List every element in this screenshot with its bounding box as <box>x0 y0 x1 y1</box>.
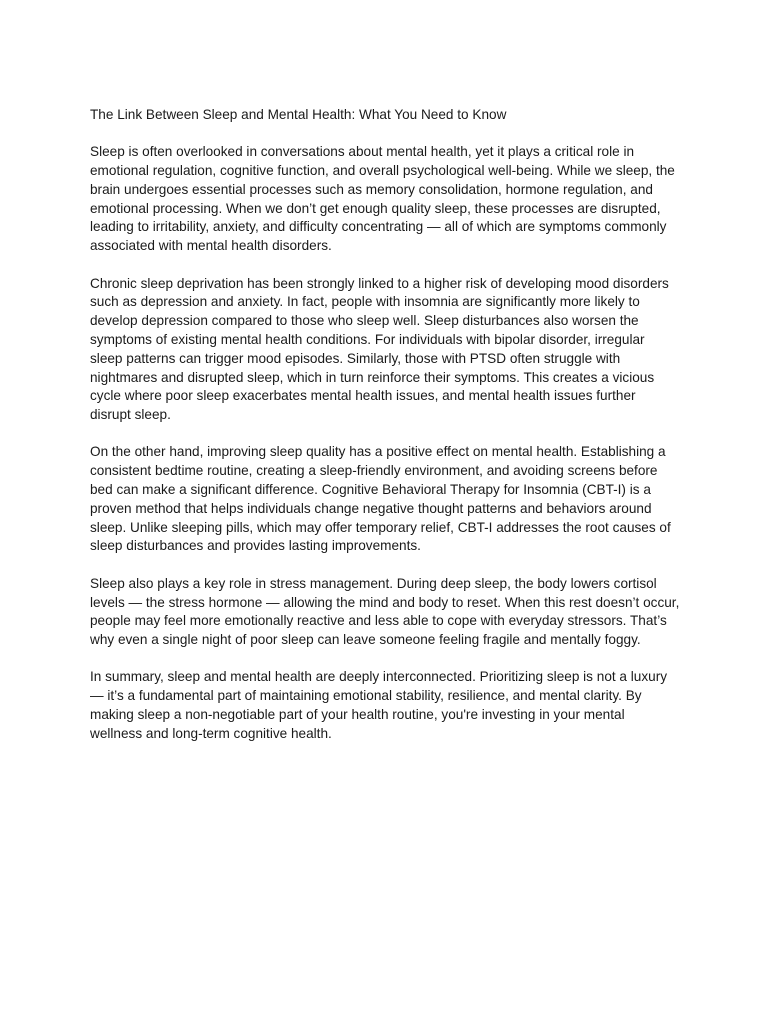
paragraph-5: In summary, sleep and mental health are deeply interconnected. Prioritizing sleep is not a luxury — it’s a fundamental part of maintaining emotional stability, resilience, and mental clarity. By making sleep a non-negotiable part of your health routine, you're investing in your mental wellness and long-term cognitive health. <box>90 669 668 741</box>
paragraph-1: Sleep is often overlooked in conversations about mental health, yet it plays a critical role in emotional regulation, cognitive function, and overall psychological well-being. While we sleep, the brain undergoes essential processes such as memory consolidation, hormone regulation, and emotional processing. When we don’t get enough quality sleep, these processes are disrupted, leading to irritability, anxiety, and difficulty concentrating — all of which are symptoms commonly associated with mental health disorders. <box>90 144 675 254</box>
paragraph-4: Sleep also plays a key role in stress management. During deep sleep, the body lowers cortisol levels — the stress hormone — allowing the mind and body to reset. When this rest doesn’t occur, people may feel more emotionally reactive and less able to cope with everyday stressors. That’s why even a single night of poor sleep can leave someone feeling fragile and mentally foggy. <box>90 575 680 648</box>
document-body <box>90 106 680 762</box>
paragraph-3: On the other hand, improving sleep quality has a positive effect on mental health. Establishing a consistent bedtime routine, creating a sleep-friendly environment, and avoiding screens before bed can make a significant difference. Cognitive Behavioral Therapy for Insomnia (CBT-I) is a proven method that helps individuals change negative thought patterns and behaviors around sleep. Unlike sleeping pills, which may offer temporary relief, CBT-I addresses the root causes of sleep disturbances and provides lasting improvements. <box>90 444 671 554</box>
document-title: The Link Between Sleep and Mental Health: What You Need to Know <box>90 107 507 122</box>
paragraph-2: Chronic sleep deprivation has been strongly linked to a higher risk of developing mood disorders such as depression and anxiety. In fact, people with insomnia are significantly more likely to develop depression compared to those who sleep well. Sleep disturbances also worsen the symptoms of existing mental health conditions. For individuals with bipolar disorder, irregular sleep patterns can trigger mood episodes. Similarly, those with PTSD often struggle with nightmares and disrupted sleep, which in turn reinforce their symptoms. This creates a vicious cycle where poor sleep exacerbates mental health issues, and mental health issues further disrupt sleep. <box>90 275 669 423</box>
